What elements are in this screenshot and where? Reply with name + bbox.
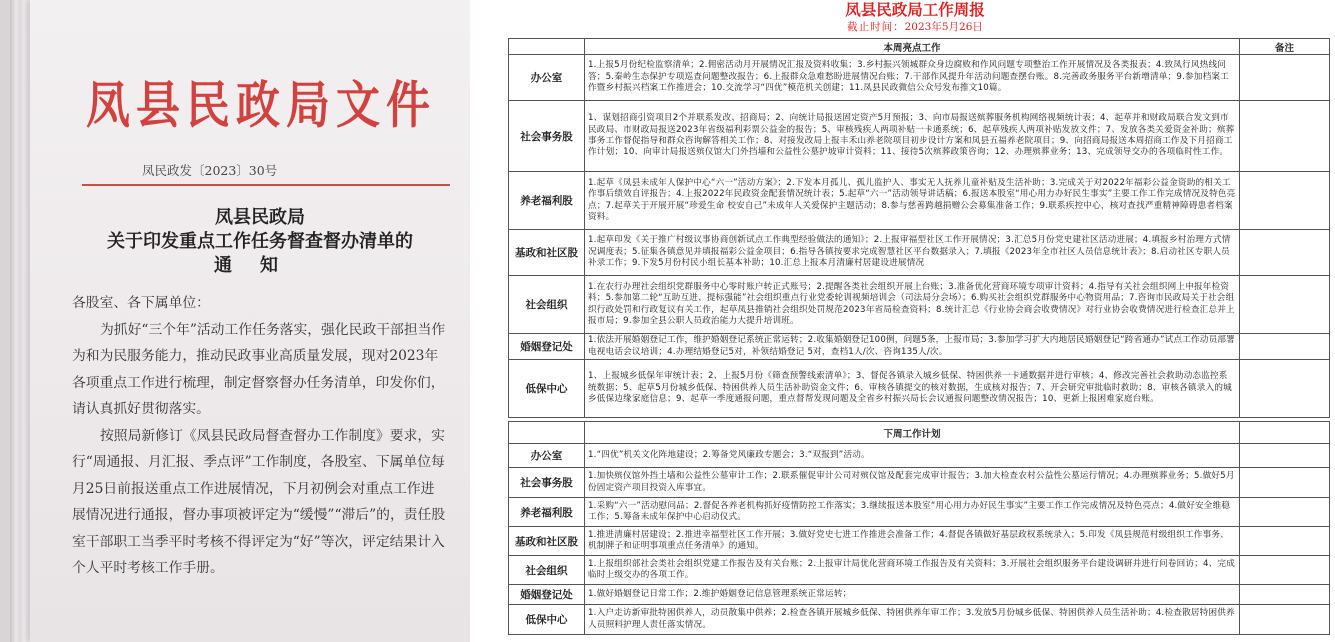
deadline-label: 截止时间： [847, 21, 905, 33]
dept-cell: 基政和社区股 [509, 527, 585, 556]
remark-cell [1240, 334, 1330, 360]
work-cell: 1.加快殡仪馆外挡土墙和公益性公墓审计工作；2.联系催促审计公司对殡仪馆及配套完成审计报告；3.加大检查农村公益性公墓运行情况；4.办理殡葬业务；5.做好5月份固定资产项目投资入库事宜。 [585, 468, 1240, 498]
dept-cell: 婚姻登记处 [509, 585, 585, 605]
table-row [509, 498, 1330, 527]
weekly-report-sheet [500, 0, 1330, 642]
table-row [509, 556, 1330, 585]
dept-cell: 社会组织 [509, 276, 585, 334]
dept-cell: 办公室 [509, 444, 585, 468]
red-divider-line [82, 184, 450, 186]
remark-cell [1240, 276, 1330, 334]
table-row [509, 276, 1330, 334]
remark-cell [1240, 605, 1330, 635]
table-row [509, 468, 1330, 498]
next-week-table [508, 421, 1330, 635]
dept-cell: 婚姻登记处 [509, 334, 585, 360]
remark-cell [1240, 468, 1330, 498]
table-row [509, 527, 1330, 556]
document-number: 凤民政发〔2023〕30号 [142, 163, 278, 178]
notice-paragraph-2: 按照局新修订《凤县民政局督查督办工作制度》要求，实行“周通报、月汇报、季点评”工作制度，各股室、下属单位每月25日前报送重点工作进展情况，下月初例会对重点工作进展情况进行通报，督办事项被评定为“缓慢”“滞后”的，责任股室干部职工当季平时考核不得评定为“好”等次，评定结果计入个人平时考核工作手册。 [72, 427, 446, 576]
remark-cell [1240, 101, 1330, 172]
notice-title-type: 通知 [214, 255, 306, 276]
notice-title-subject: 关于印发重点工作任务督查督办清单的 [107, 231, 413, 252]
work-cell: 1、谋划招商引资项目2个并联系发改、招商局；2、向统计局报送固定资产5月预报；3、向市局报送殡葬服务机构网络视频统计表；4、起草并和财政局联合发文到市民政局、市财政局报送2023年省级福利彩票公益金的报告；5、审核残疾人两项补贴一卡通系统；6、起草残疾人两项补贴发放文件；7、发放各类关爱资金补助；殡葬事务工作督促指导和群众咨询解答相关工作；8、对接发改局上报丰禾山养老院项目初步设计方案和凤县五福养老院项目；9、向招商局报送本周招商工作及下月招商工作计划；10、向审计局报送殡仪馆大门外挡墙和公益性公墓护坡审计资料；11、接待5次殡葬政策咨询；12、办理殡葬业务；13、完成领导交办的各项临时性工作。 [585, 101, 1240, 172]
highlights-table [508, 38, 1330, 418]
header-blank-cell [1240, 422, 1330, 444]
document-red-header: 凤县民政局文件 [86, 76, 436, 136]
remarks-header: 备注 [1240, 39, 1330, 55]
work-cell: 1.上报5月份纪检监察清单；2.佣密活动月开展情况汇报及资料收集；3.乡村振兴领城群众身边腐败和作风问题专项整治工作开展情况及各类报表；4.致凤行风热线问答；5.秦岭生态保护专项巡查问题整改报告；6.上报群众急难愁盼进展情况台账；7.干部作风提升年活动问题查摆台账。8.完善政务服务平台新增清单；9.参加档案工作暨乡村振兴档案工作推进会；10.交流学习“四优”模范机关创建；11.凤县民政微信公众号发布推文10篇。 [585, 55, 1240, 101]
remark-cell [1240, 360, 1330, 418]
header-blank-cell [509, 39, 585, 55]
work-cell: 1、上报城乡低保年审统计表；2、上报5月份《筛查预警线索清单》；3、督促各镇录入城乡低保、特困供养一卡通数据并进行审核；4、修改完善社会救助动态监控系统数据；5、起草5月份城乡低保、特困供养人员生活补助资金文件；6、审核各镇提交的核对数据，生成核对报告；7、开会研究审批临时救助；8、审核各镇录入的城乡低保边缘家庭信息；9、起草一季度通报问题，重点督帮发现问题及全省乡村振兴局长会议通报问题整改情况报告；10、更新上报困难家庭台账。 [585, 360, 1240, 418]
table-row [509, 55, 1330, 101]
report-title: 凤县民政局工作周报 [845, 0, 985, 19]
remark-cell [1240, 527, 1330, 556]
dept-cell: 低保中心 [509, 605, 585, 635]
dept-cell: 社会组织 [509, 556, 585, 585]
dept-cell: 低保中心 [509, 360, 585, 418]
work-cell: 1.依法开展婚姻登记工作，维护婚姻登记系统正常运转；2.收集婚姻登记100例，问题5条，上报市局；3.参加学习扩大内地居民婚姻登记“跨省通办”试点工作动员部署电视电话会议培训；4.办理结婚登记5对，补领结婚登记 5对，查档1人/次、咨询135人/次。 [585, 334, 1240, 360]
work-cell: 1.做好婚姻登记日常工作；2.维护婚姻登记信息管理系统正常运转； [585, 585, 1240, 605]
highlights-header: 本周亮点工作 [585, 39, 1240, 55]
table-row [509, 230, 1330, 276]
work-cell: 1.入户走访新审批特困供养人，动员散集中供养；2.检查各镇开展城乡低保、特困供养年审工作；3.发放5月份城乡低保、特困供养人员生活补助；4.检查散居特困供养人员照料护理人责任落实情况。 [585, 605, 1240, 635]
remark-cell [1240, 585, 1330, 605]
work-cell: 1.推进清廉村居建设；2.推进幸福型社区工作开展；3.做好党史七进工作推进会准备工作；4.督促各镇做好基层政权系统录入；5.印发《凤县规范村级组织工作事务、机制牌子和证明事项重点任务清单》的通知。 [585, 527, 1240, 556]
next-week-header-row [509, 422, 1330, 444]
report-deadline [500, 20, 1330, 34]
notice-photo [0, 0, 470, 642]
notice-body [72, 290, 446, 582]
notice-title-issuer: 凤县民政局 [215, 207, 305, 228]
table-row [509, 360, 1330, 418]
work-cell: 1.起草印发《关于推广村级议事协商创新试点工作典型经验做法的通知》；2.上报审福型社区工作开展情况；3.汇总5月份党史建社区活动进展；4.填报乡村治理方式情况调度表；5.征集各镇意见并填报福彩公益金项目；6.指导各镇按要求完成智慧社区平台数据录入；7.填报《2023年全市社区人员信息统计表》；8.启动社区专职人员补录工作；9.下发5月份村民小组长基本补助；10.汇总上报本月清廉村居建设进展情况 [585, 230, 1240, 276]
header-blank-cell [509, 422, 585, 444]
dept-cell: 社会事务股 [509, 101, 585, 172]
work-cell: 1.起草《凤县未成年人保护中心“六一”活动方案》；2.下发本月孤儿、孤儿监护人、事实无人抚养儿童补贴及生活补助；3.完成关于对2022年福彩公益金资助的相关工作事后绩效自评报告；4.上报2022年民政资金配套情况统计表；5.起草“六一”活动领导讲话稿；6.报送本股室“用心用力办好民生事实”主要工作工作完成情况及特色亮点；7.起草关于开展开展“珍爱生命 校安自己”未成年人关爱保护主题活动；8.参与慈善跨越捐赠公会募集准备工作；9.联系疾控中心，核对查找严重精神障碍患者档案资料。 [585, 172, 1240, 230]
remark-cell [1240, 556, 1330, 585]
dept-cell: 养老福利股 [509, 172, 585, 230]
table-row [509, 172, 1330, 230]
work-cell: 1.在农行办理社会组织党群服务中心零时账户转正式账号；2.提醒各类社会组织开展上台账；3.准备优化营商环境专项审计资料；4.指导有关社会组织网上申报年检资料；5.参加第二轮“互助互进、提标强能”社会组织重点行业党委轮训视频培训会（司法局分会场）；6.购买社会组织党群服务中心物资用品；7.咨询市民政局关于社会组织行政处罚和行政复议有关工作，起草凤县推销社会组织处罚规范2023年省局检查资料；8.统计汇总《行业协会商会收费情况》对行业协会收费情况进行检查汇总并上报市局；9.参加全县公职人员政治能力大提升培训班。 [585, 276, 1240, 334]
table-row [509, 605, 1330, 635]
remark-cell [1240, 498, 1330, 527]
dept-cell: 基政和社区股 [509, 230, 585, 276]
notice-salutation: 各股室、各下属单位： [72, 295, 210, 311]
remark-cell [1240, 230, 1330, 276]
work-cell: 1.“四优”机关文化阵地建设；2.筹备党风廉政专题会；3.“双报到”活动。 [585, 444, 1240, 468]
work-cell: 1.上报组织部社会类社会组织党建工作报告及有关台账；2.上报审计局优化营商环境工作报告及有关资料；3.开展社会组织服务平台建设调研并进行问卷回访；4、完成临时上级交办的各项工作。 [585, 556, 1240, 585]
dept-cell: 社会事务股 [509, 468, 585, 498]
table-row [509, 585, 1330, 605]
remark-cell [1240, 172, 1330, 230]
remark-cell [1240, 55, 1330, 101]
highlights-header-row [509, 39, 1330, 55]
deadline-value: 2023年5月26日 [904, 21, 983, 33]
dept-cell: 养老福利股 [509, 498, 585, 527]
remark-cell [1240, 444, 1330, 468]
table-row [509, 444, 1330, 468]
next-week-header: 下周工作计划 [585, 422, 1240, 444]
work-cell: 1.采购“六一”活动慰问品；2.督促各养老机构抓好疫情防控工作落实；3.继续报送本股室“用心用力办好民生事实”主要工作工作完成情况及特色亮点；4.做好安全维稳工作；5.筹备未成年保护中心启动仪式。 [585, 498, 1240, 527]
table-row [509, 334, 1330, 360]
dept-cell: 办公室 [509, 55, 585, 101]
table-row [509, 101, 1330, 172]
notice-paragraph-1: 为抓好“三个年”活动工作任务落实，强化民政干部担当作为和为民服务能力，推动民政事业高质量发展，现对2023年各项重点工作进行梳理，制定督察督办任务清单，印发你们，请认真抓好贯彻落实。 [72, 321, 446, 417]
